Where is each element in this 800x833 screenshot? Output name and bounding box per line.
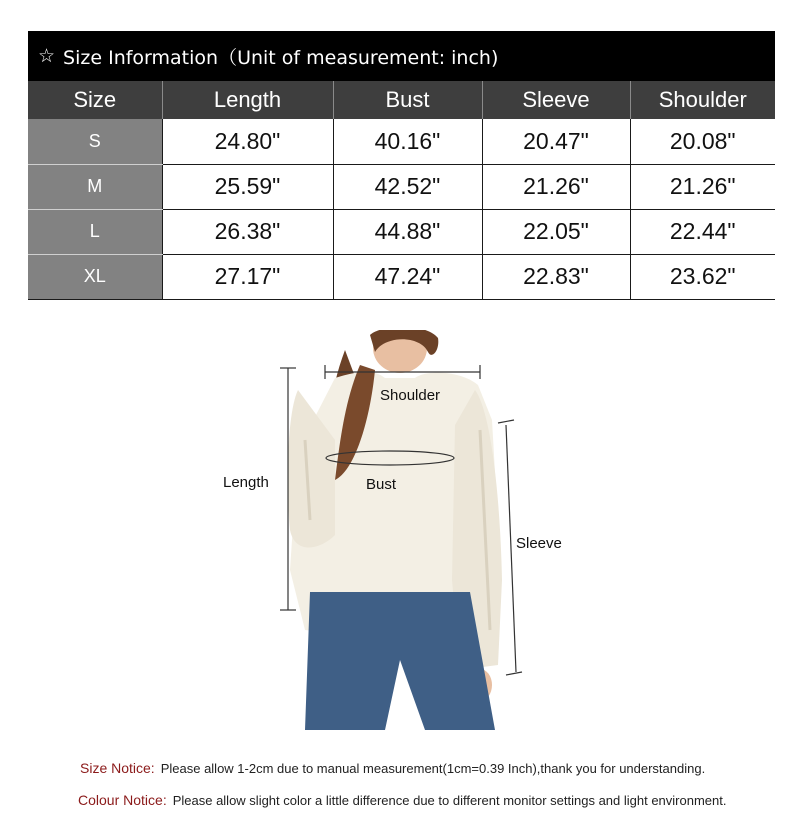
length-label: Length <box>223 474 269 491</box>
colour-notice <box>78 792 726 808</box>
jeans-shape <box>305 592 495 730</box>
size-cell: XL <box>28 254 162 299</box>
table-row <box>28 254 775 299</box>
star-icon: ☆ <box>38 45 56 67</box>
length-cell: 24.80" <box>162 119 333 164</box>
colour-notice-text: Please allow slight color a little difference due to different monitor settings and light environment. <box>172 793 727 808</box>
header-sleeve: Sleeve <box>482 81 630 119</box>
measurement-figure <box>210 330 590 730</box>
size-notice <box>80 760 705 776</box>
bust-cell: 40.16" <box>333 119 482 164</box>
length-cell: 27.17" <box>162 254 333 299</box>
colour-notice-label: Colour Notice: <box>78 792 167 808</box>
shoulder-cell: 22.44" <box>630 209 775 254</box>
shoulder-cell: 23.62" <box>630 254 775 299</box>
length-cell: 25.59" <box>162 164 333 209</box>
size-notice-text: Please allow 1-2cm due to manual measurement(1cm=0.39 Inch),thank you for understanding. <box>160 761 706 776</box>
shoulder-cell: 20.08" <box>630 119 775 164</box>
table-row <box>28 164 775 209</box>
sleeve-label: Sleeve <box>516 535 562 552</box>
size-cell: M <box>28 164 162 209</box>
sleeve-cell: 22.83" <box>482 254 630 299</box>
sleeve-cell: 20.47" <box>482 119 630 164</box>
size-table-title <box>28 31 775 81</box>
bust-cell: 47.24" <box>333 254 482 299</box>
size-cell: S <box>28 119 162 164</box>
sleeve-cell: 22.05" <box>482 209 630 254</box>
size-table-title-text: Size Information（Unit of measurement: inch) <box>63 46 499 69</box>
table-row <box>28 119 775 164</box>
table-row <box>28 209 775 254</box>
header-length: Length <box>162 81 333 119</box>
size-table <box>28 81 775 300</box>
shoulder-label: Shoulder <box>380 387 441 404</box>
header-bust: Bust <box>333 81 482 119</box>
bust-cell: 42.52" <box>333 164 482 209</box>
size-notice-label: Size Notice: <box>80 760 155 776</box>
bust-label: Bust <box>366 476 397 493</box>
table-header-row <box>28 81 775 119</box>
header-shoulder: Shoulder <box>630 81 775 119</box>
size-cell: L <box>28 209 162 254</box>
header-size: Size <box>28 81 162 119</box>
length-cell: 26.38" <box>162 209 333 254</box>
sleeve-cell: 21.26" <box>482 164 630 209</box>
bust-cell: 44.88" <box>333 209 482 254</box>
shoulder-cell: 21.26" <box>630 164 775 209</box>
